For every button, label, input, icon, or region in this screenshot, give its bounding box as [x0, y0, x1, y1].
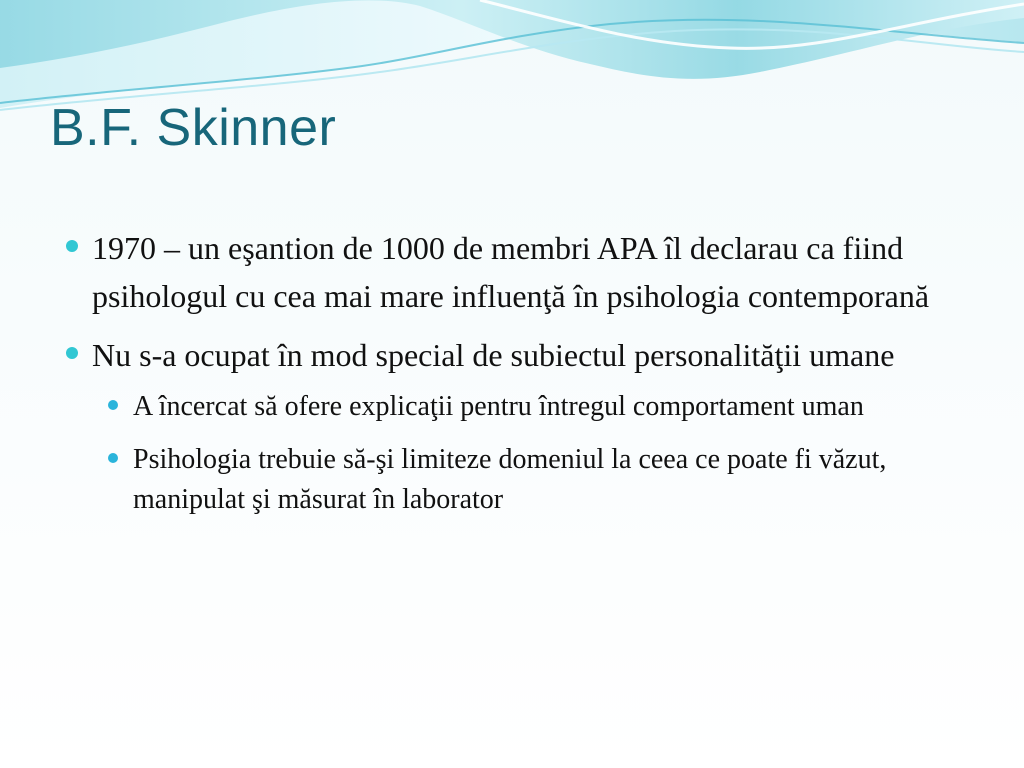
bullet-dot-icon — [66, 347, 78, 359]
bullet-text-1: 1970 – un eşantion de 1000 de membri APA îl declarau ca fiind psihologul cu cea mai mare influenţă în psihologia contemporană — [92, 230, 930, 314]
bullet-item-1 — [62, 224, 962, 320]
sub-bullet-text-2: Psihologia trebuie să-şi limiteze domeniul la ceea ce poate fi văzut, manipulat şi măsurat în laborator — [133, 444, 887, 516]
sub-bullet-item-2 — [103, 440, 962, 520]
bullet-dot-icon — [66, 240, 78, 252]
sub-bullet-dot-icon — [108, 400, 118, 410]
bullet-item-2 — [62, 331, 962, 520]
slide-content — [62, 224, 962, 533]
sub-bullet-item-1 — [103, 387, 962, 427]
sub-bullet-list — [103, 387, 962, 520]
slide-title: B.F. Skinner — [50, 99, 337, 157]
sub-bullet-dot-icon — [108, 453, 118, 463]
sub-bullet-text-1: A încercat să ofere explicaţii pentru întregul comportament uman — [133, 391, 864, 422]
bullet-text-2: Nu s-a ocupat în mod special de subiectul personalităţii umane — [92, 337, 895, 373]
bullet-list — [62, 224, 962, 520]
